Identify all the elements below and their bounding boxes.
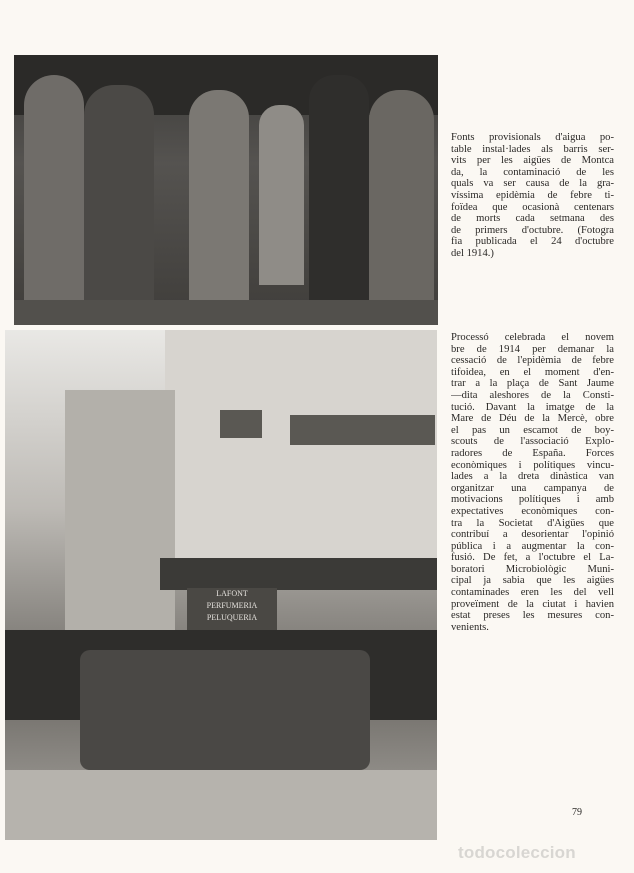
caption-line: organitzar una campanya de: [451, 482, 614, 494]
caption-line: vits per les aigües de Montca: [451, 155, 614, 167]
caption-line: venients.: [451, 621, 489, 633]
caption-line: fia publicada el 24 d'octubre: [451, 236, 614, 248]
caption-line: Fonts provisionals d'aigua po-: [451, 132, 614, 143]
caption-line: contaminades eren les del vell: [451, 587, 614, 599]
photo-water-fountain-crowd: [14, 55, 438, 325]
caption-line: proveïment de la ciutat i havien: [451, 598, 614, 610]
caption-line: lades a la dreta dinàstica van: [451, 471, 614, 483]
caption-line: del 1914.): [451, 247, 494, 259]
caption-line: scouts de l'associació Explo-: [451, 436, 614, 448]
photo-procession-sant-jaume: [5, 330, 437, 840]
caption-line: el pas un escamot de boy-: [451, 424, 614, 436]
caption-line: estat preses les mesures con-: [451, 610, 614, 622]
caption-line: quals va ser causa de la gra-: [451, 178, 614, 190]
caption-line: motivacions polítiques i amb: [451, 494, 614, 506]
shop-sign-perfumeria: PERFUMERIA: [206, 601, 258, 610]
caption-line: Processó celebrada el novem: [451, 332, 614, 343]
caption-line: table instal·lades als barris ser-: [451, 143, 614, 155]
caption-line: radores de España. Forces: [451, 447, 614, 459]
caption-line: boratori Microbiològic Muni-: [451, 563, 614, 575]
caption-line: pública i a augmentar la con-: [451, 540, 614, 552]
caption-line: foïdea que ocasionà centenars: [451, 201, 614, 213]
watermark: todocoleccion: [458, 843, 576, 862]
caption-line: trar a la plaça de Sant Jaume: [451, 378, 614, 390]
caption-line: bre de 1914 per demanar la: [451, 343, 614, 355]
caption-line: —dita aleshores de la Consti-: [451, 389, 614, 401]
caption-line: cipal ja sabia que les aigües: [451, 575, 614, 587]
caption-line: de primers d'octubre. (Fotogra: [451, 224, 614, 236]
caption-line: tució. Davant la imatge de la: [451, 401, 614, 413]
caption-line: Mare de Déu de la Mercè, obre: [451, 413, 614, 425]
page-number: 79: [572, 807, 582, 818]
caption-line: econòmiques i polítiques vincu-: [451, 459, 614, 471]
caption-line: víssima epidèmia de febre ti-: [451, 189, 614, 201]
caption-line: tifoidea, en el moment d'en-: [451, 366, 614, 378]
caption-line: expectatives econòmiques con-: [451, 505, 614, 517]
shop-sign-peluqueria: PELUQUERIA: [206, 613, 258, 622]
caption-line: de morts cada setmana des: [451, 213, 614, 225]
caption-procession: [451, 332, 614, 633]
caption-line: fusió. De fet, a l'octubre el La-: [451, 552, 614, 564]
shop-sign-lafont: LAFONT: [216, 589, 248, 598]
caption-line: da, la contaminació de les: [451, 166, 614, 178]
caption-line: contribuí a desorientar l'opinió: [451, 529, 614, 541]
caption-line: tra la Societat d'Aigües que: [451, 517, 614, 529]
caption-line: cessació de l'epidèmia de febre: [451, 355, 614, 367]
caption-fountains: [451, 132, 614, 260]
